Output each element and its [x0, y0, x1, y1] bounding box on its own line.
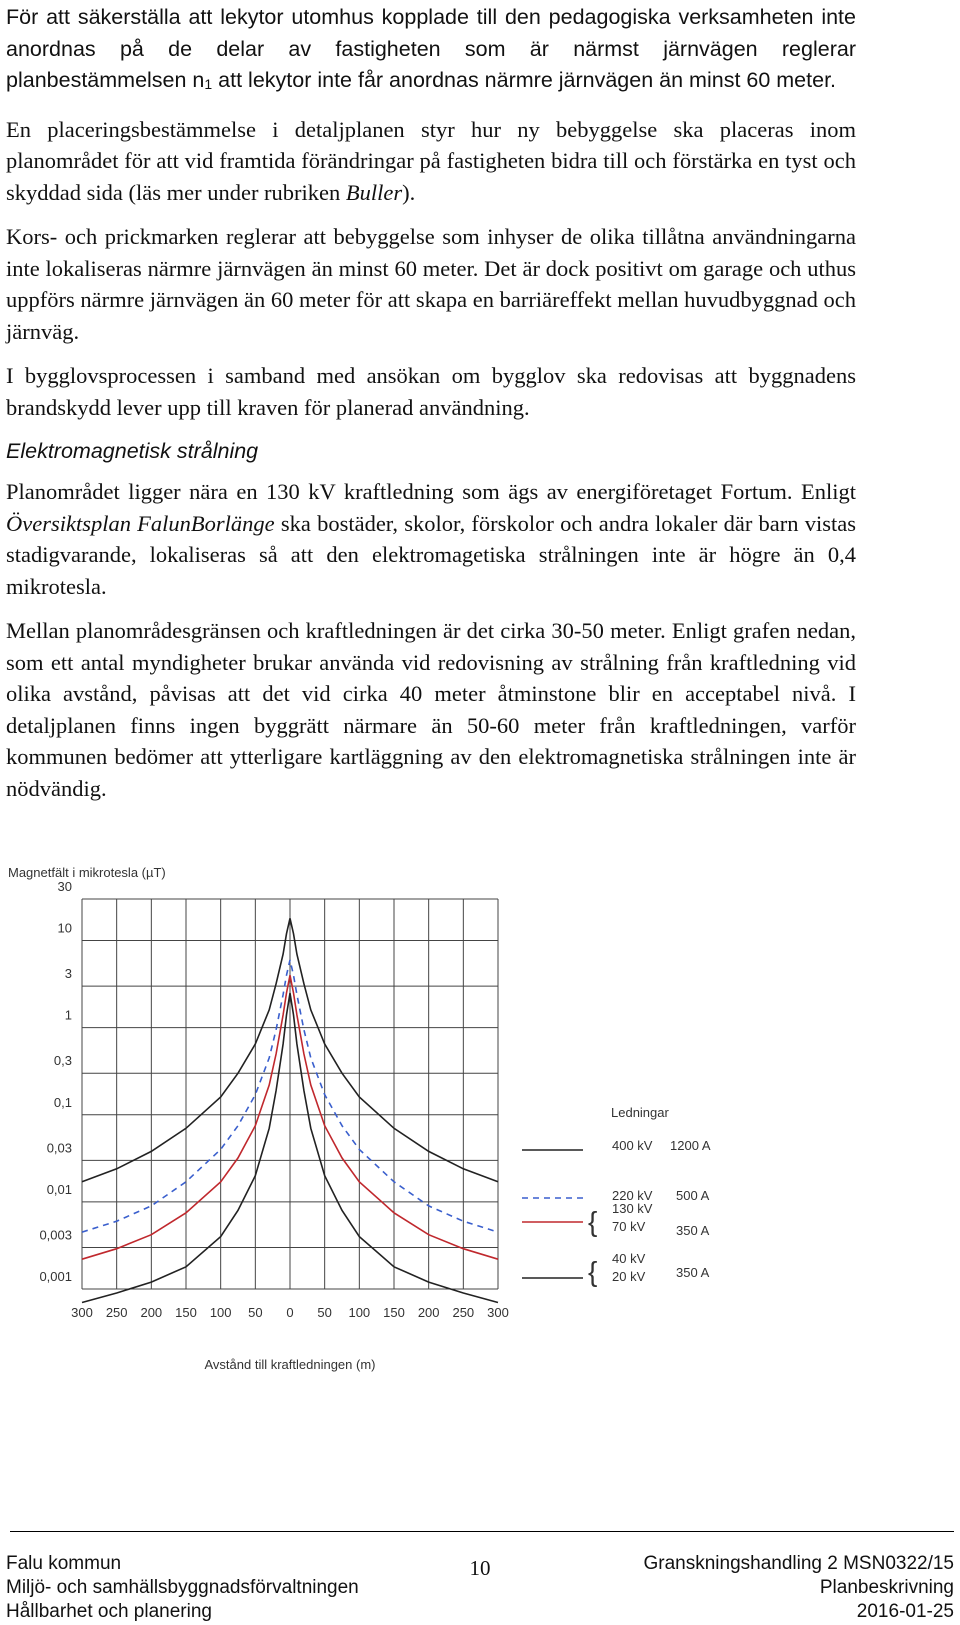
paragraph-text: Planområdet ligger nära en 130 kV kraftledning som ägs av energiföretaget Fortum. Enligt	[6, 479, 856, 504]
footer-date: 2016-01-25	[856, 1601, 954, 1622]
subscript: 1	[204, 76, 213, 92]
paragraph-power-line	[6, 476, 856, 602]
legend-voltage: 70 kV	[612, 1219, 646, 1234]
legend-current: 350 A	[676, 1223, 710, 1238]
body-text	[6, 2, 856, 817]
footer-document-id: Granskningshandling 2 MSN0322/15	[643, 1553, 954, 1574]
footer-document-type: Planbeskrivning	[819, 1577, 954, 1598]
legend-current: 1200 A	[670, 1138, 711, 1153]
x-tick-label: 300	[71, 1305, 93, 1320]
y-tick-label: 1	[64, 1007, 72, 1023]
y-tick-label: 0,03	[46, 1140, 72, 1156]
x-tick-label: 200	[140, 1305, 163, 1320]
x-tick-label: 250	[105, 1305, 128, 1320]
footer-right	[643, 1552, 954, 1624]
y-tick-label: 0,003	[39, 1227, 72, 1243]
legend-voltage: 220 kV	[612, 1188, 653, 1203]
footer-divider	[10, 1531, 954, 1532]
paragraph-distance: Mellan planområdesgränsen och kraftledningen är det cirka 30-50 meter. Enligt grafen nedan, som ett antal myndigheter brukar använda vid redovisning av strålning från kraftledning vid olika avstånd, påvisas att det vid cirka 40 meter åtminstone blir en acceptabel nivå. I detaljplanen finns ingen byggrätt närmare än 50-60 meter från kraftledningen, varför kommunen bedömer att ytterligare kartläggning av den elektromagnetiska strålningen inte är nödvändig.	[6, 618, 856, 801]
paragraph-text-end: ska bostäder, skolor, förskolor och andra lokaler där barn vistas stadigvarande, lokaliseras så att den elektromagetiska strålningen inte är högre än 0,4 mikrotesla.	[6, 510, 856, 599]
x-tick-label: 50	[317, 1305, 332, 1320]
paragraph-fire-safety: I bygglovsprocessen i samband med ansökan om bygglov ska redovisas att byggnadens brandskydd lever upp till kraven för planerad användning.	[6, 363, 856, 420]
legend-brace: {	[588, 1256, 598, 1287]
legend-current: 500 A	[676, 1188, 710, 1203]
footer-left	[6, 1552, 359, 1624]
footer-municipality: Falu kommun	[6, 1553, 122, 1574]
paragraph-marks: Kors- och prickmarken reglerar att bebyggelse som inhyser de olika tillåtna användningarna inte lokaliseras närmre järnvägen än minst 60 meter. Det är dock positivt om garage och uthus uppförs närmre järnvägen än 60 meter för att skapa en barriäreffekt mellan huvudbyggnad och järnväg.	[6, 224, 856, 344]
legend-voltage: 400 kV	[612, 1138, 653, 1153]
y-tick-label: 0,1	[53, 1094, 72, 1110]
x-tick-label: 150	[175, 1305, 197, 1320]
y-tick-label: 0,001	[39, 1269, 72, 1284]
x-tick-label: 50	[248, 1305, 263, 1320]
page-number: 10	[469, 1556, 491, 1580]
footer-unit: Hållbarhet och planering	[6, 1601, 212, 1622]
legend-voltage: 40 kV	[612, 1251, 646, 1266]
x-tick-label: 0	[286, 1305, 294, 1320]
legend-brace: {	[588, 1206, 598, 1237]
x-tick-label: 250	[452, 1305, 475, 1320]
paragraph-playgrounds	[6, 2, 856, 101]
x-axis-label: Avstånd till kraftledningen (m)	[204, 1357, 376, 1372]
legend-voltage: 20 kV	[612, 1269, 646, 1284]
legend-title: Ledningar	[611, 1105, 669, 1120]
y-tick-label: 10	[57, 920, 72, 936]
x-tick-label: 100	[209, 1305, 232, 1320]
legend-voltage: 130 kV	[612, 1201, 653, 1216]
section-heading: Elektromagnetisk strålning	[6, 439, 259, 463]
italic-reference: Buller	[345, 179, 403, 205]
paragraph-placement	[6, 114, 856, 209]
x-tick-label: 200	[417, 1305, 440, 1320]
x-tick-label: 300	[487, 1305, 509, 1320]
magnetic-field-chart	[0, 865, 960, 1402]
y-tick-label: 0,3	[53, 1053, 72, 1069]
y-axis-label: Magnetfält i mikrotesla (µT)	[8, 865, 166, 880]
y-tick-label: 0,01	[46, 1181, 72, 1197]
italic-reference: Översiktsplan FalunBorlänge	[6, 510, 275, 536]
x-tick-label: 150	[383, 1305, 405, 1320]
legend-current: 350 A	[676, 1265, 710, 1280]
y-tick-label: 30	[57, 879, 72, 894]
paragraph-text-end: att lekytor inte får anordnas närmre järnvägen än minst 60 meter.	[212, 68, 837, 92]
paragraph-text-end: ).	[402, 179, 416, 205]
x-tick-label: 100	[348, 1305, 371, 1320]
y-tick-label: 3	[64, 966, 72, 982]
paragraph-text: En placeringsbestämmelse i detaljplanen styr hur ny bebyggelse ska placeras inom planområdet för att vid framtida förändringar på fastigheten bidra till och förstärka en tyst och skyddad sida (läs mer under rubriken	[6, 116, 856, 205]
paragraph-text: För att säkerställa att lekytor utomhus kopplade till den pedagogiska verksamheten inte anordnas på de delar av fastigheten som är närmst järnvägen reglerar planbestämmelsen n	[6, 5, 856, 92]
footer-department: Miljö- och samhällsbyggnadsförvaltningen	[6, 1577, 359, 1598]
